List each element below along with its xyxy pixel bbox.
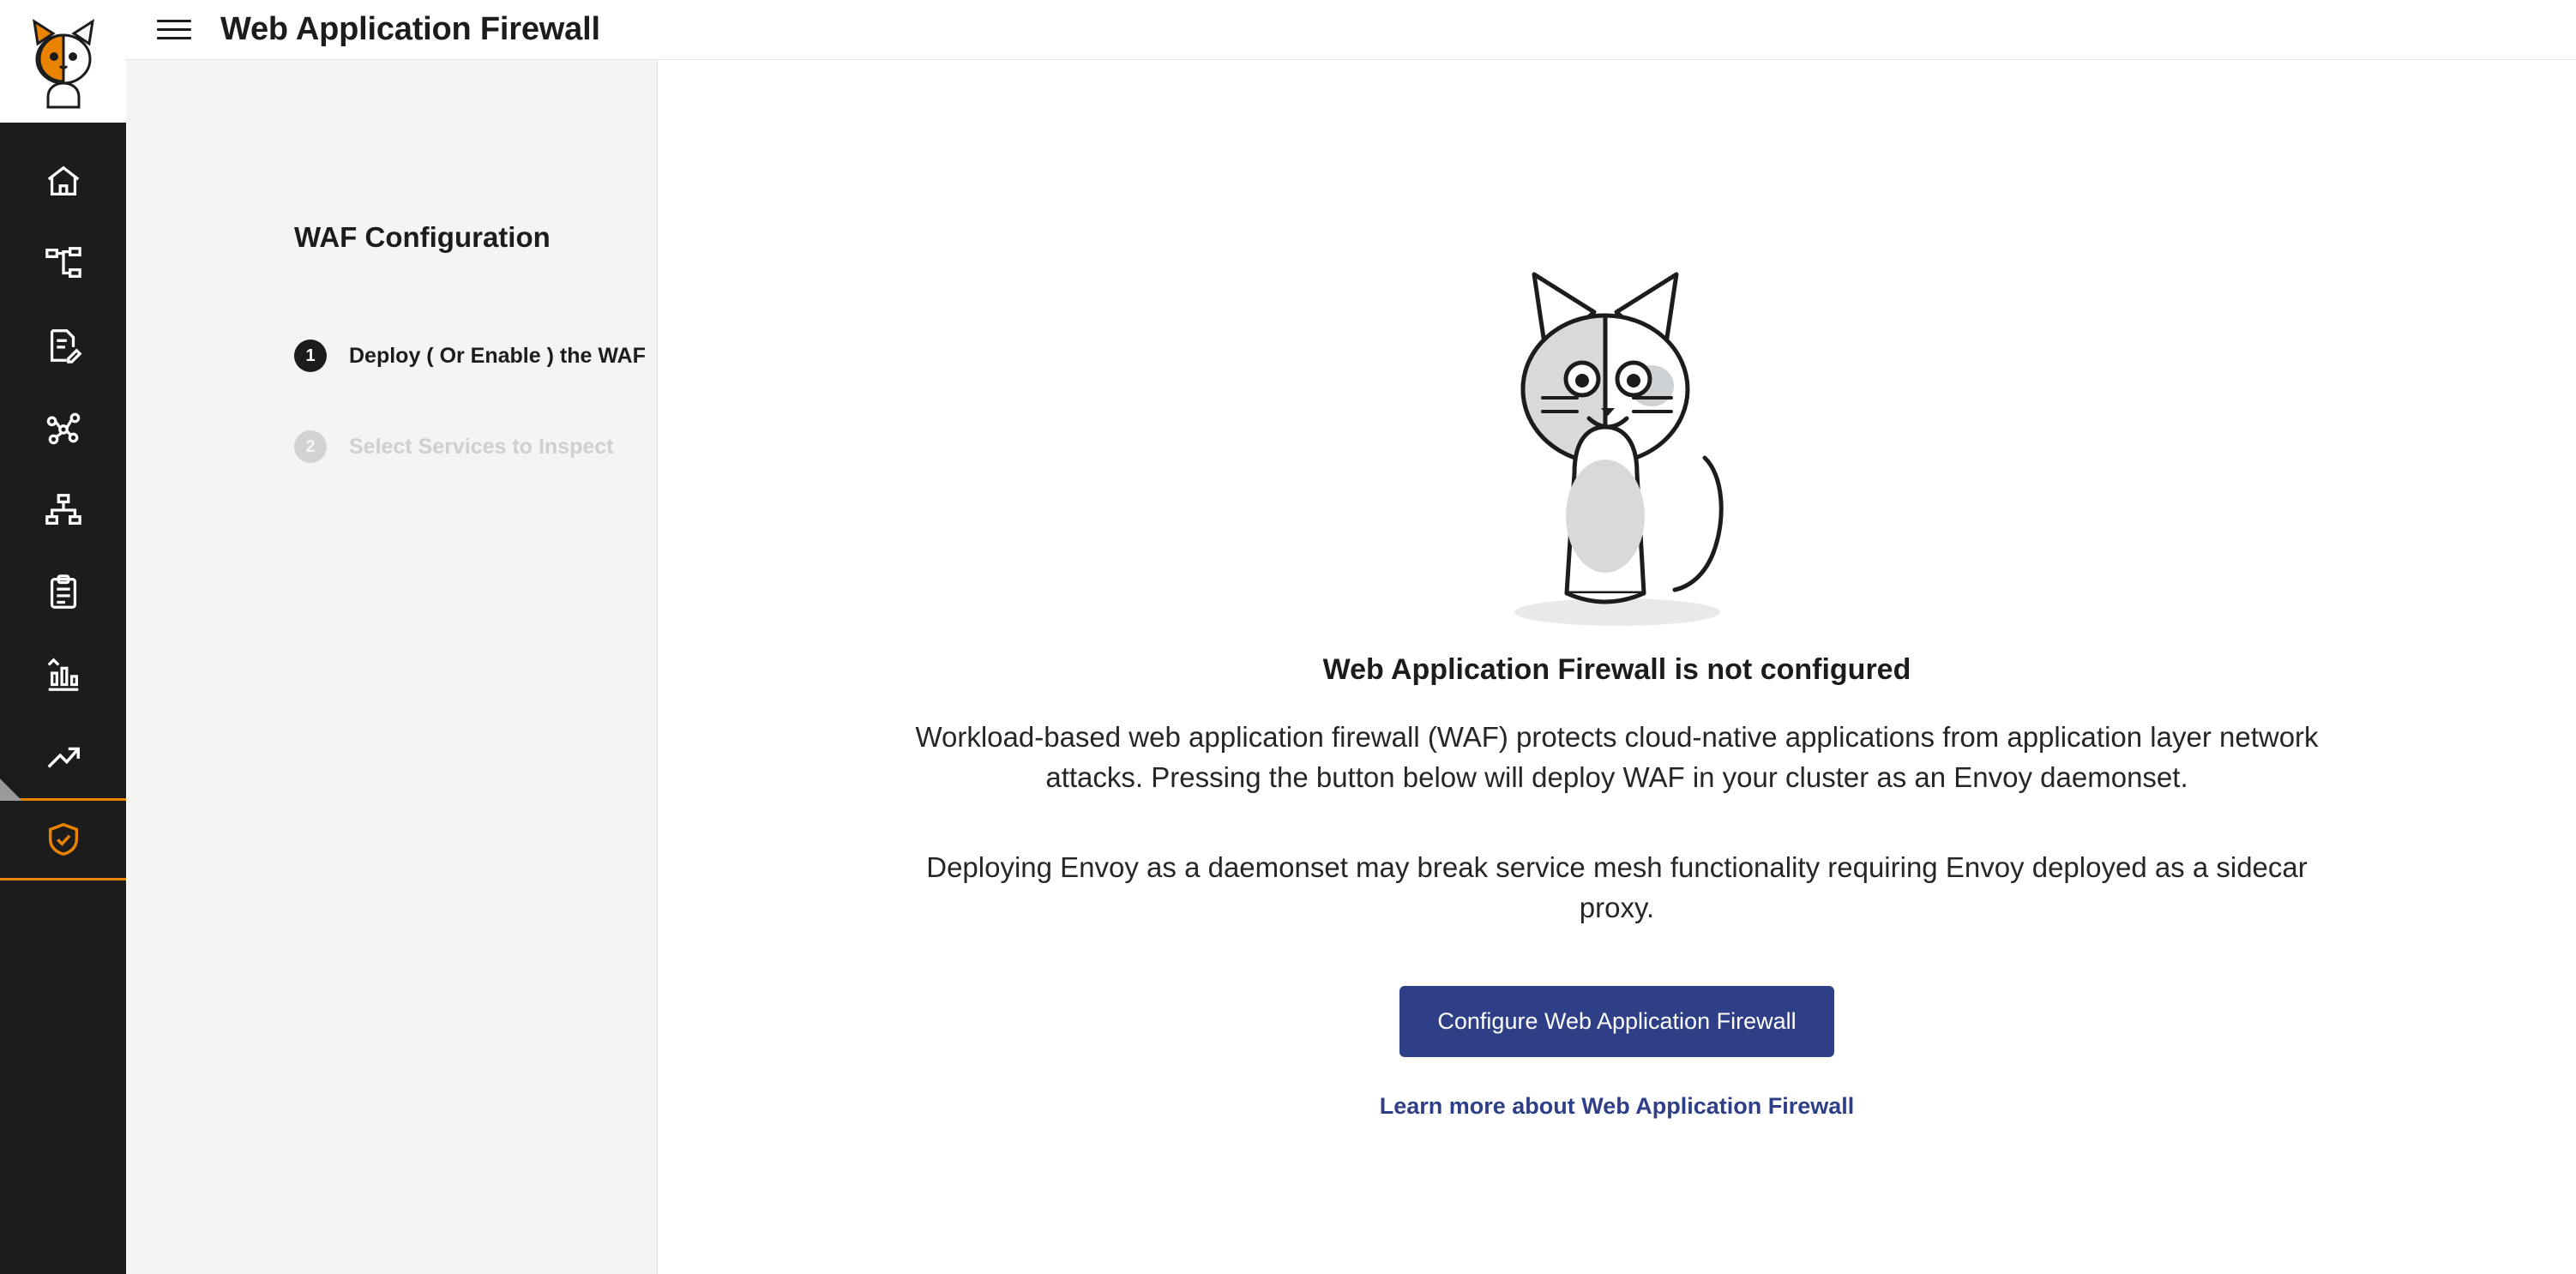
step-number: 2 bbox=[294, 430, 327, 463]
document-edit-icon bbox=[44, 326, 83, 365]
body-area bbox=[126, 60, 2576, 1274]
hamburger-menu-icon[interactable] bbox=[157, 11, 195, 49]
sidebar-item-policy[interactable] bbox=[0, 304, 126, 387]
wizard-step-2 bbox=[294, 430, 657, 463]
hamburger-bar bbox=[157, 20, 191, 22]
sidebar-item-home[interactable] bbox=[0, 140, 126, 222]
sidebar-item-security[interactable] bbox=[0, 798, 126, 880]
page-title: Web Application Firewall bbox=[220, 11, 600, 47]
learn-more-link[interactable]: Learn more about Web Application Firewall bbox=[1379, 1093, 1855, 1120]
bar-chart-icon bbox=[44, 655, 83, 694]
main-column bbox=[126, 0, 2576, 1274]
top-bar bbox=[126, 0, 2576, 60]
empty-state-paragraph-2: Deploying Envoy as a daemonset may break service mesh functionality requiring Envoy deployed as a sidecar proxy. bbox=[926, 850, 2308, 923]
hamburger-bar bbox=[157, 28, 191, 31]
shield-check-icon bbox=[44, 820, 83, 859]
hamburger-bar bbox=[157, 37, 191, 39]
wizard-step-1[interactable] bbox=[294, 340, 657, 372]
cat-logo-icon bbox=[22, 15, 105, 109]
trend-arrow-icon bbox=[44, 737, 83, 777]
empty-state-paragraph-1: Workload-based web application firewall (WAF) protects cloud-native applications from application layer network attacks. Pressing the button below will deploy WAF in your cluster as an Envoy daemonset. bbox=[915, 721, 2319, 793]
sidebar-item-clusters[interactable] bbox=[0, 469, 126, 551]
icon-rail bbox=[0, 0, 126, 1274]
sidebar-item-reports[interactable] bbox=[0, 551, 126, 634]
wizard-title: WAF Configuration bbox=[294, 221, 551, 253]
empty-state-content bbox=[658, 60, 2576, 1274]
empty-state-title: Web Application Firewall is not configured bbox=[1322, 653, 1911, 686]
step-label: Deploy ( Or Enable ) the WAF bbox=[349, 343, 646, 368]
clipboard-list-icon bbox=[44, 573, 83, 612]
sitemap-icon bbox=[44, 490, 83, 530]
share-nodes-icon bbox=[44, 408, 83, 448]
home-icon bbox=[44, 161, 83, 201]
sidebar-item-topology[interactable] bbox=[0, 222, 126, 304]
waf-configuration-panel bbox=[126, 60, 658, 1274]
sidebar-item-connections[interactable] bbox=[0, 387, 126, 469]
cat-illustration-icon bbox=[1493, 259, 1742, 628]
configure-waf-button[interactable]: Configure Web Application Firewall bbox=[1399, 986, 1833, 1057]
sidebar-item-analytics[interactable] bbox=[0, 634, 126, 716]
network-branch-icon bbox=[44, 243, 83, 283]
brand-logo[interactable] bbox=[0, 0, 126, 124]
step-label: Select Services to Inspect bbox=[349, 434, 614, 459]
step-number: 1 bbox=[294, 340, 327, 372]
rail-item-list bbox=[0, 124, 126, 880]
